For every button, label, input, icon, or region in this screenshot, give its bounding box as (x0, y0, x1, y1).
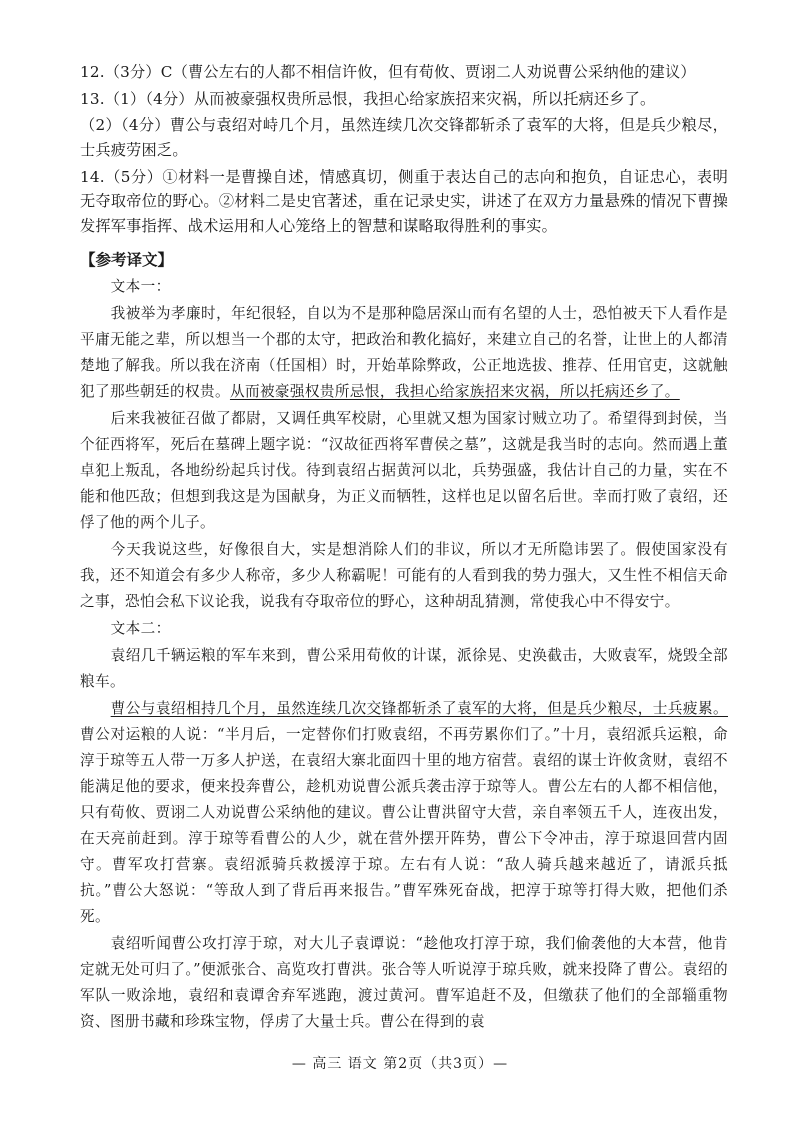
text-two-paragraph-1 (80, 643, 728, 695)
text-one-paragraph-1 (80, 301, 728, 405)
page-footer: — 高三 语文 第2页（共3页）— (291, 1056, 509, 1072)
text-two-paragraph-2 (80, 696, 728, 930)
paragraph-plain-text: 后来我被征召做了都尉，又调任典军校尉，心里就又想为国家讨贼立功了。希望得到封侯，当个征西将军，死后在墓碑上题字说：“汉故征西将军曹侯之墓”，这就是我当时的志向。然而遇上董卓犯上叛乱，各地纷纷起兵讨伐。待到袁绍占据黄河以北，兵势强盛，我估计自己的力量，实在不能和他匹敌；但想到我这是为国献身，为正义而牺牲，这样也足以留名后世。幸而打败了袁绍，还俘了他的两个儿子。 (80, 410, 728, 532)
translation-section (80, 274, 728, 1034)
answer-item-13-1: 13.（1）（4分）从而被豪强权贵所忌恨，我担心给家族招来灾祸，所以托病还乡了。 (80, 89, 656, 108)
paragraph-plain-text: 我被举为孝廉时，年纪很轻，自以为不是那种隐居深山而有名望的人士，恐怕被天下人看作是平庸无能之辈，所以想当一个郡的太守，把政治和教化搞好，来建立自己的名誉，让世上的人都清楚地了解我。所以我在济南（任国相）时，开始革除弊政，公正地选拔、推荐、任用官吏，这就触犯了那些朝廷的权贵。 (80, 305, 728, 401)
text-two-label: 文本二： (110, 619, 171, 637)
text-one-paragraph-2 (80, 406, 728, 536)
answer-item-13-2: （2）（4分）曹公与袁绍对峙几个月，虽然连续几次交锋都斩杀了袁军的大将，但是兵少粮尽，士兵疲劳困乏。 (80, 116, 728, 159)
paragraph-plain-text: 今天我说这些，好像很自大，实是想消除人们的非议，所以才无所隐讳罢了。假使国家没有我，还不知道会有多少人称帝，多少人称霸呢！可能有的人看到我的势力强大，又生性不相信天命之事，恐怕会私下议论我，说我有夺取帝位的野心，这种胡乱猜测，常使我心中不得安宁。 (80, 541, 728, 610)
text-one-label: 文本一： (110, 278, 171, 296)
reference-translation-title: 【参考译文】 (80, 250, 174, 270)
answer-item-14: 14.（5分）①材料一是曹操自述，情感真切，侧重于表达自己的志向和抱负，自证忠心，表明无夺取帝位的野心。②材料二是史官著述，重在记录史实，讲述了在双方力量悬殊的情况下曹操发挥军事指挥、战术运用和人心笼络上的智慧和谋略取得胜利的事实。 (80, 167, 728, 235)
paragraph-plain-text: 袁绍听闻曹公攻打淳于琼，对大儿子袁谭说：“趁他攻打淳于琼，我们偷袭他的大本营，他肯定就无处可归了。”便派张合、高览攻打曹洪。张合等人听说淳于琼兵败，就来投降了曹公。袁绍的军队一败涂地，袁绍和袁谭舍弃军逃跑，渡过黄河。曹军追赶不及，但缴获了他们的全部辎重物资、图册书藏和珍珠宝物，俘虏了大量士兵。曹公在得到的袁 (80, 934, 728, 1030)
paragraph-underlined-text: 从而被豪强权贵所忌恨，我担心给家族招来灾祸，所以托病还乡了。 (229, 383, 680, 401)
answers-section (80, 60, 728, 238)
paragraph-plain-text: 袁绍几千辆运粮的军车来到，曹公采用荀攸的计谋，派徐晃、史涣截击，大败袁军，烧毁全部粮车。 (80, 646, 728, 690)
text-one-paragraph-3 (80, 537, 728, 615)
answer-item-12: 12.（3分）C（曹公左右的人都不相信许攸，但有荀攸、贾诩二人劝说曹公采纳他的建议） (80, 63, 696, 81)
text-two-paragraph-3 (80, 931, 728, 1035)
paragraph-underlined-text: 曹公与袁绍相持几个月，虽然连续几次交锋都斩杀了袁军的大将，但是兵少粮尽，士兵疲累。 (110, 699, 728, 717)
paragraph-plain-text: 曹公对运粮的人说：“半月后，一定替你们打败袁绍，不再劳累你们了。”十月，袁绍派兵运粮，命淳于琼等五人带一万多人护送，在袁绍大寨北面四十里的地方宿营。袁绍的谋士许攸贪财，袁绍不能满足他的要求，便来投奔曹公，趁机劝说曹公派兵袭击淳于琼等人。曹公左右的人都不相信他，只有荀攸、贾诩二人劝说曹公采纳他的建议。曹公让曹洪留守大营，亲自率领五千人，连夜出发，在天亮前赶到。淳于琼等看曹公的人少，就在营外摆开阵势，曹公下令冲击，淳于琼退回营内固守。曹军攻打营寨。袁绍派骑兵救援淳于琼。左右有人说：“敌人骑兵越来越近了，请派兵抵抗。”曹公大怒说：“等敌人到了背后再来报告。”曹军殊死奋战，把淳于琼等打得大败，把他们杀死。 (80, 725, 728, 925)
